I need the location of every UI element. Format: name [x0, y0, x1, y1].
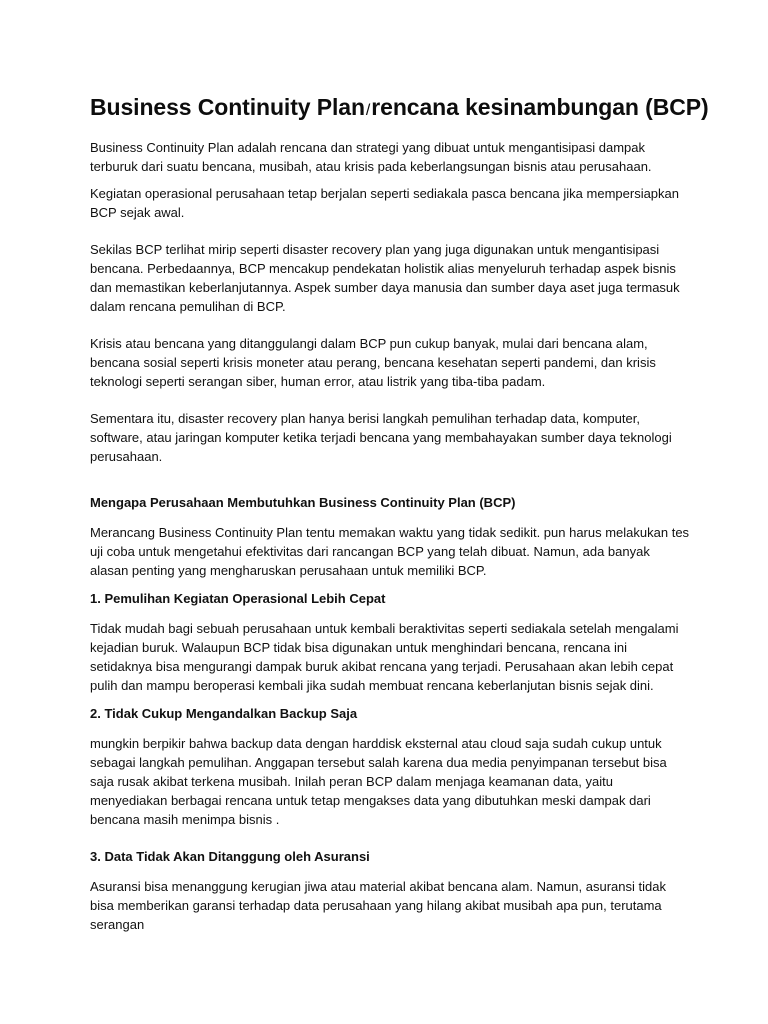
paragraph-reason-1: Tidak mudah bagi sebuah perusahaan untuk kembali beraktivitas seperti sediakala setelah mengalami kejadian buruk. Walaupun BCP tidak bisa digunakan untuk menghindari bencana, rencana ini setidaknya bisa mengurangi dampak buruk akibat rencana yang terjadi. Perusahaan akan lebih cepat pulih dan mampu beroperasi kembali jika sudah membuat rencana keberlanjutan bisnis sejak dini. — [90, 621, 679, 693]
heading-reason-2: 2. Tidak Cukup Mengandalkan Backup Saja — [90, 706, 358, 721]
paragraph-reason-3: Asuransi bisa menanggung kerugian jiwa atau material akibat bencana alam. Namun, asuransi tidak bisa memberikan garansi terhadap data perusahaan yang hilang akibat musibah apa pun, terutama serangan — [90, 879, 666, 932]
title-rest: rencana kesinambungan (BCP) — [371, 94, 709, 120]
paragraph-disaster-recovery: Sementara itu, disaster recovery plan hanya berisi langkah pemulihan terhadap data, komputer, software, atau jaringan komputer ketika terjadi bencana yang membahayakan sumber daya teknologi perusahaan. — [90, 411, 672, 464]
heading-reason-1: 1. Pemulihan Kegiatan Operasional Lebih Cepat — [90, 591, 386, 606]
heading-reason-3: 3. Data Tidak Akan Ditanggung oleh Asuransi — [90, 849, 370, 864]
document-page — [90, 92, 709, 934]
paragraph-crises: Krisis atau bencana yang ditanggulangi dalam BCP pun cukup banyak, mulai dari bencana alam, bencana sosial seperti krisis moneter atau perang, bencana kesehatan seperti pandemi, dan krisis teknologi seperti serangan siber, human error, atau listrik yang tiba-tiba padam. — [90, 336, 656, 389]
paragraph-why: Merancang Business Continuity Plan tentu memakan waktu yang tidak sedikit. pun harus melakukan tes uji coba untuk mengetahui efektivitas dari rancangan BCP yang telah dibuat. Namun, ada banyak alasan penting yang mengharuskan perusahaan untuk memiliki BCP. — [90, 525, 690, 578]
heading-why-bcp: Mengapa Perusahaan Membutuhkan Business Continuity Plan (BCP) — [90, 495, 516, 510]
document-title — [90, 92, 709, 126]
paragraph-comparison: Sekilas BCP terlihat mirip seperti disaster recovery plan yang juga digunakan untuk mengantisipasi bencana. Perbedaannya, BCP mencakup pendekatan holistik alias menyeluruh terhadap aspek bisnis dan memastikan keberlanjutannya. Aspek sumber daya manusia dan sumber daya aset juga termasuk dalam rencana pemulihan di BCP. — [90, 242, 680, 314]
title-slash: / — [365, 102, 371, 119]
paragraph-operations: Kegiatan operasional perusahaan tetap berjalan seperti sediakala pasca bencana jika mempersiapkan BCP sejak awal. — [90, 186, 679, 220]
paragraph-definition: Business Continuity Plan adalah rencana dan strategi yang dibuat untuk mengantisipasi dampak terburuk dari suatu bencana, musibah, atau krisis pada keberlangsungan bisnis atau perusahaan. — [90, 140, 652, 174]
title-main: Business Continuity Plan — [90, 94, 365, 120]
paragraph-reason-2: mungkin berpikir bahwa backup data dengan harddisk eksternal atau cloud saja sudah cukup untuk sebagai langkah pemulihan. Anggapan tersebut salah karena dua media penyimpanan tersebut bisa saja rusak akibat terkena musibah. Inilah peran BCP dalam menjaga keamanan data, yaitu menyediakan berbagai rencana untuk tetap mengakses data yang dibutuhkan meski dampak dari bencana masih menimpa bisnis . — [90, 736, 667, 827]
